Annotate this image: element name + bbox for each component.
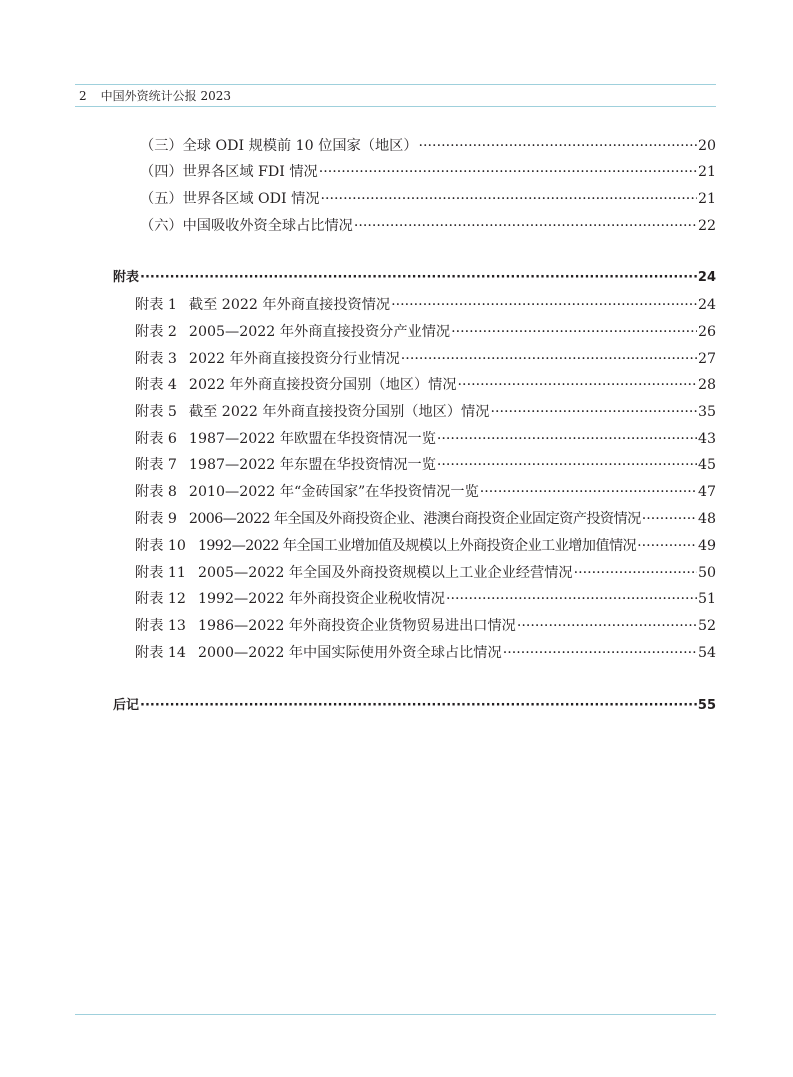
dot-leader (140, 268, 697, 288)
dot-leader (319, 162, 697, 182)
toc-entry-label: （五）世界各区域 ODI 情况 (140, 191, 320, 207)
toc-page-number: 48 (697, 511, 716, 527)
appendix-tag: 附表 6 (135, 431, 177, 447)
toc-page-number: 21 (697, 191, 716, 207)
toc-appendix-entry[interactable] (135, 349, 716, 369)
appendix-tag: 附表 12 (135, 591, 186, 607)
toc-entry[interactable] (140, 189, 716, 209)
dot-leader (490, 402, 697, 422)
dot-leader (437, 455, 697, 475)
footer-rule (75, 1014, 716, 1015)
toc-page-number: 20 (697, 138, 716, 154)
toc-appendix-entry[interactable] (135, 563, 716, 583)
appendix-title: 1987—2022 年欧盟在华投资情况一览 (188, 431, 436, 447)
appendix-title: 截至 2022 年外商直接投资分国别（地区）情况 (188, 404, 490, 420)
dot-leader (437, 429, 697, 449)
toc-appendix-entry[interactable] (135, 509, 716, 529)
toc-appendix-entry[interactable] (135, 429, 716, 449)
appendix-title: 2006—2022 年全国及外商投资企业、港澳台商投资企业固定资产投资情况 (188, 511, 641, 527)
toc-page-number: 22 (697, 218, 716, 234)
dot-leader (321, 189, 697, 209)
toc-page-number: 45 (697, 457, 716, 473)
toc-page-number: 28 (697, 377, 716, 393)
dot-leader (480, 482, 697, 502)
toc-page-number: 50 (697, 565, 716, 581)
toc-page-number: 54 (697, 645, 716, 661)
dot-leader (354, 216, 697, 236)
appendix-tag: 附表 8 (135, 484, 177, 500)
dot-leader (637, 536, 697, 556)
header-top-rule (75, 84, 716, 85)
toc-appendix-entry[interactable] (135, 402, 716, 422)
toc-section-appendix[interactable] (113, 268, 716, 288)
appendix-tag: 附表 5 (135, 404, 177, 420)
toc-entry-label: （六）中国吸收外资全球占比情况 (140, 218, 353, 234)
appendix-title: 1992—2022 年全国工业增加值及规模以上外商投资企业工业增加值情况 (197, 538, 637, 554)
running-head (79, 88, 231, 104)
toc-page-number: 24 (697, 297, 716, 313)
appendix-title: 2005—2022 年外商直接投资分产业情况 (188, 324, 451, 340)
appendix-tag: 附表 11 (135, 565, 186, 581)
dot-leader (391, 295, 697, 315)
toc-page-number: 51 (697, 591, 716, 607)
toc-appendix-entry[interactable] (135, 322, 716, 342)
header-bottom-rule (75, 106, 716, 107)
appendix-title: 2005—2022 年全国及外商投资规模以上工业企业经营情况 (197, 565, 573, 581)
dot-leader (642, 509, 697, 529)
toc-page-number: 35 (697, 404, 716, 420)
toc-page-number: 49 (697, 538, 716, 554)
toc-appendix-entry[interactable] (135, 536, 716, 556)
appendix-tag: 附表 10 (135, 538, 186, 554)
appendix-tag: 附表 2 (135, 324, 177, 340)
appendix-title: 1987—2022 年东盟在华投资情况一览 (188, 457, 436, 473)
appendix-tag: 附表 1 (135, 297, 177, 313)
appendix-tag: 附表 9 (135, 511, 177, 527)
toc-appendix-entry[interactable] (135, 295, 716, 315)
appendix-title: 1992—2022 年外商投资企业税收情况 (197, 591, 445, 607)
toc-entry[interactable] (140, 162, 716, 182)
appendix-tag: 附表 4 (135, 377, 177, 393)
toc-page-number: 55 (697, 698, 716, 713)
appendix-title: 2000—2022 年中国实际使用外资全球占比情况 (197, 645, 502, 661)
appendix-title: 1986—2022 年外商投资企业货物贸易进出口情况 (197, 618, 516, 634)
toc-page-number: 52 (697, 618, 716, 634)
running-title: 中国外资统计公报 2023 (100, 89, 231, 103)
toc-appendix-entry[interactable] (135, 643, 716, 663)
toc-page-number: 24 (697, 270, 716, 285)
toc-appendix-entry[interactable] (135, 616, 716, 636)
toc-entry-label: （四）世界各区域 FDI 情况 (140, 164, 318, 180)
toc-section-label: 附表 (113, 270, 140, 285)
toc-section-afterword[interactable] (113, 696, 716, 716)
toc-page-number: 27 (697, 351, 716, 367)
dot-leader (458, 375, 697, 395)
toc-appendix-entry[interactable] (135, 589, 716, 609)
toc-appendix-entry[interactable] (135, 375, 716, 395)
toc-page-number: 47 (697, 484, 716, 500)
toc-appendix-entry[interactable] (135, 482, 716, 502)
toc-section-label: 后记 (113, 698, 140, 713)
appendix-tag: 附表 7 (135, 457, 177, 473)
dot-leader (401, 349, 697, 369)
appendix-title: 截至 2022 年外商直接投资情况 (188, 297, 391, 313)
dot-leader (451, 322, 697, 342)
appendix-title: 2010—2022 年“金砖国家”在华投资情况一览 (188, 484, 479, 500)
toc-appendix-entry[interactable] (135, 455, 716, 475)
toc-page-number: 43 (697, 431, 716, 447)
toc-entry[interactable] (140, 136, 716, 156)
toc-entry[interactable] (140, 216, 716, 236)
toc-page-number: 26 (697, 324, 716, 340)
appendix-tag: 附表 13 (135, 618, 186, 634)
appendix-title: 2022 年外商直接投资分国别（地区）情况 (188, 377, 457, 393)
appendix-tag: 附表 14 (135, 645, 186, 661)
toc-page-number: 21 (697, 164, 716, 180)
appendix-tag: 附表 3 (135, 351, 177, 367)
dot-leader (419, 136, 697, 156)
page-number: 2 (79, 89, 87, 103)
dot-leader (574, 563, 697, 583)
toc-entry-label: （三）全球 ODI 规模前 10 位国家（地区） (140, 138, 418, 154)
dot-leader (140, 696, 697, 716)
dot-leader (446, 589, 697, 609)
dot-leader (503, 643, 697, 663)
appendix-title: 2022 年外商直接投资分行业情况 (188, 351, 400, 367)
dot-leader (517, 616, 697, 636)
